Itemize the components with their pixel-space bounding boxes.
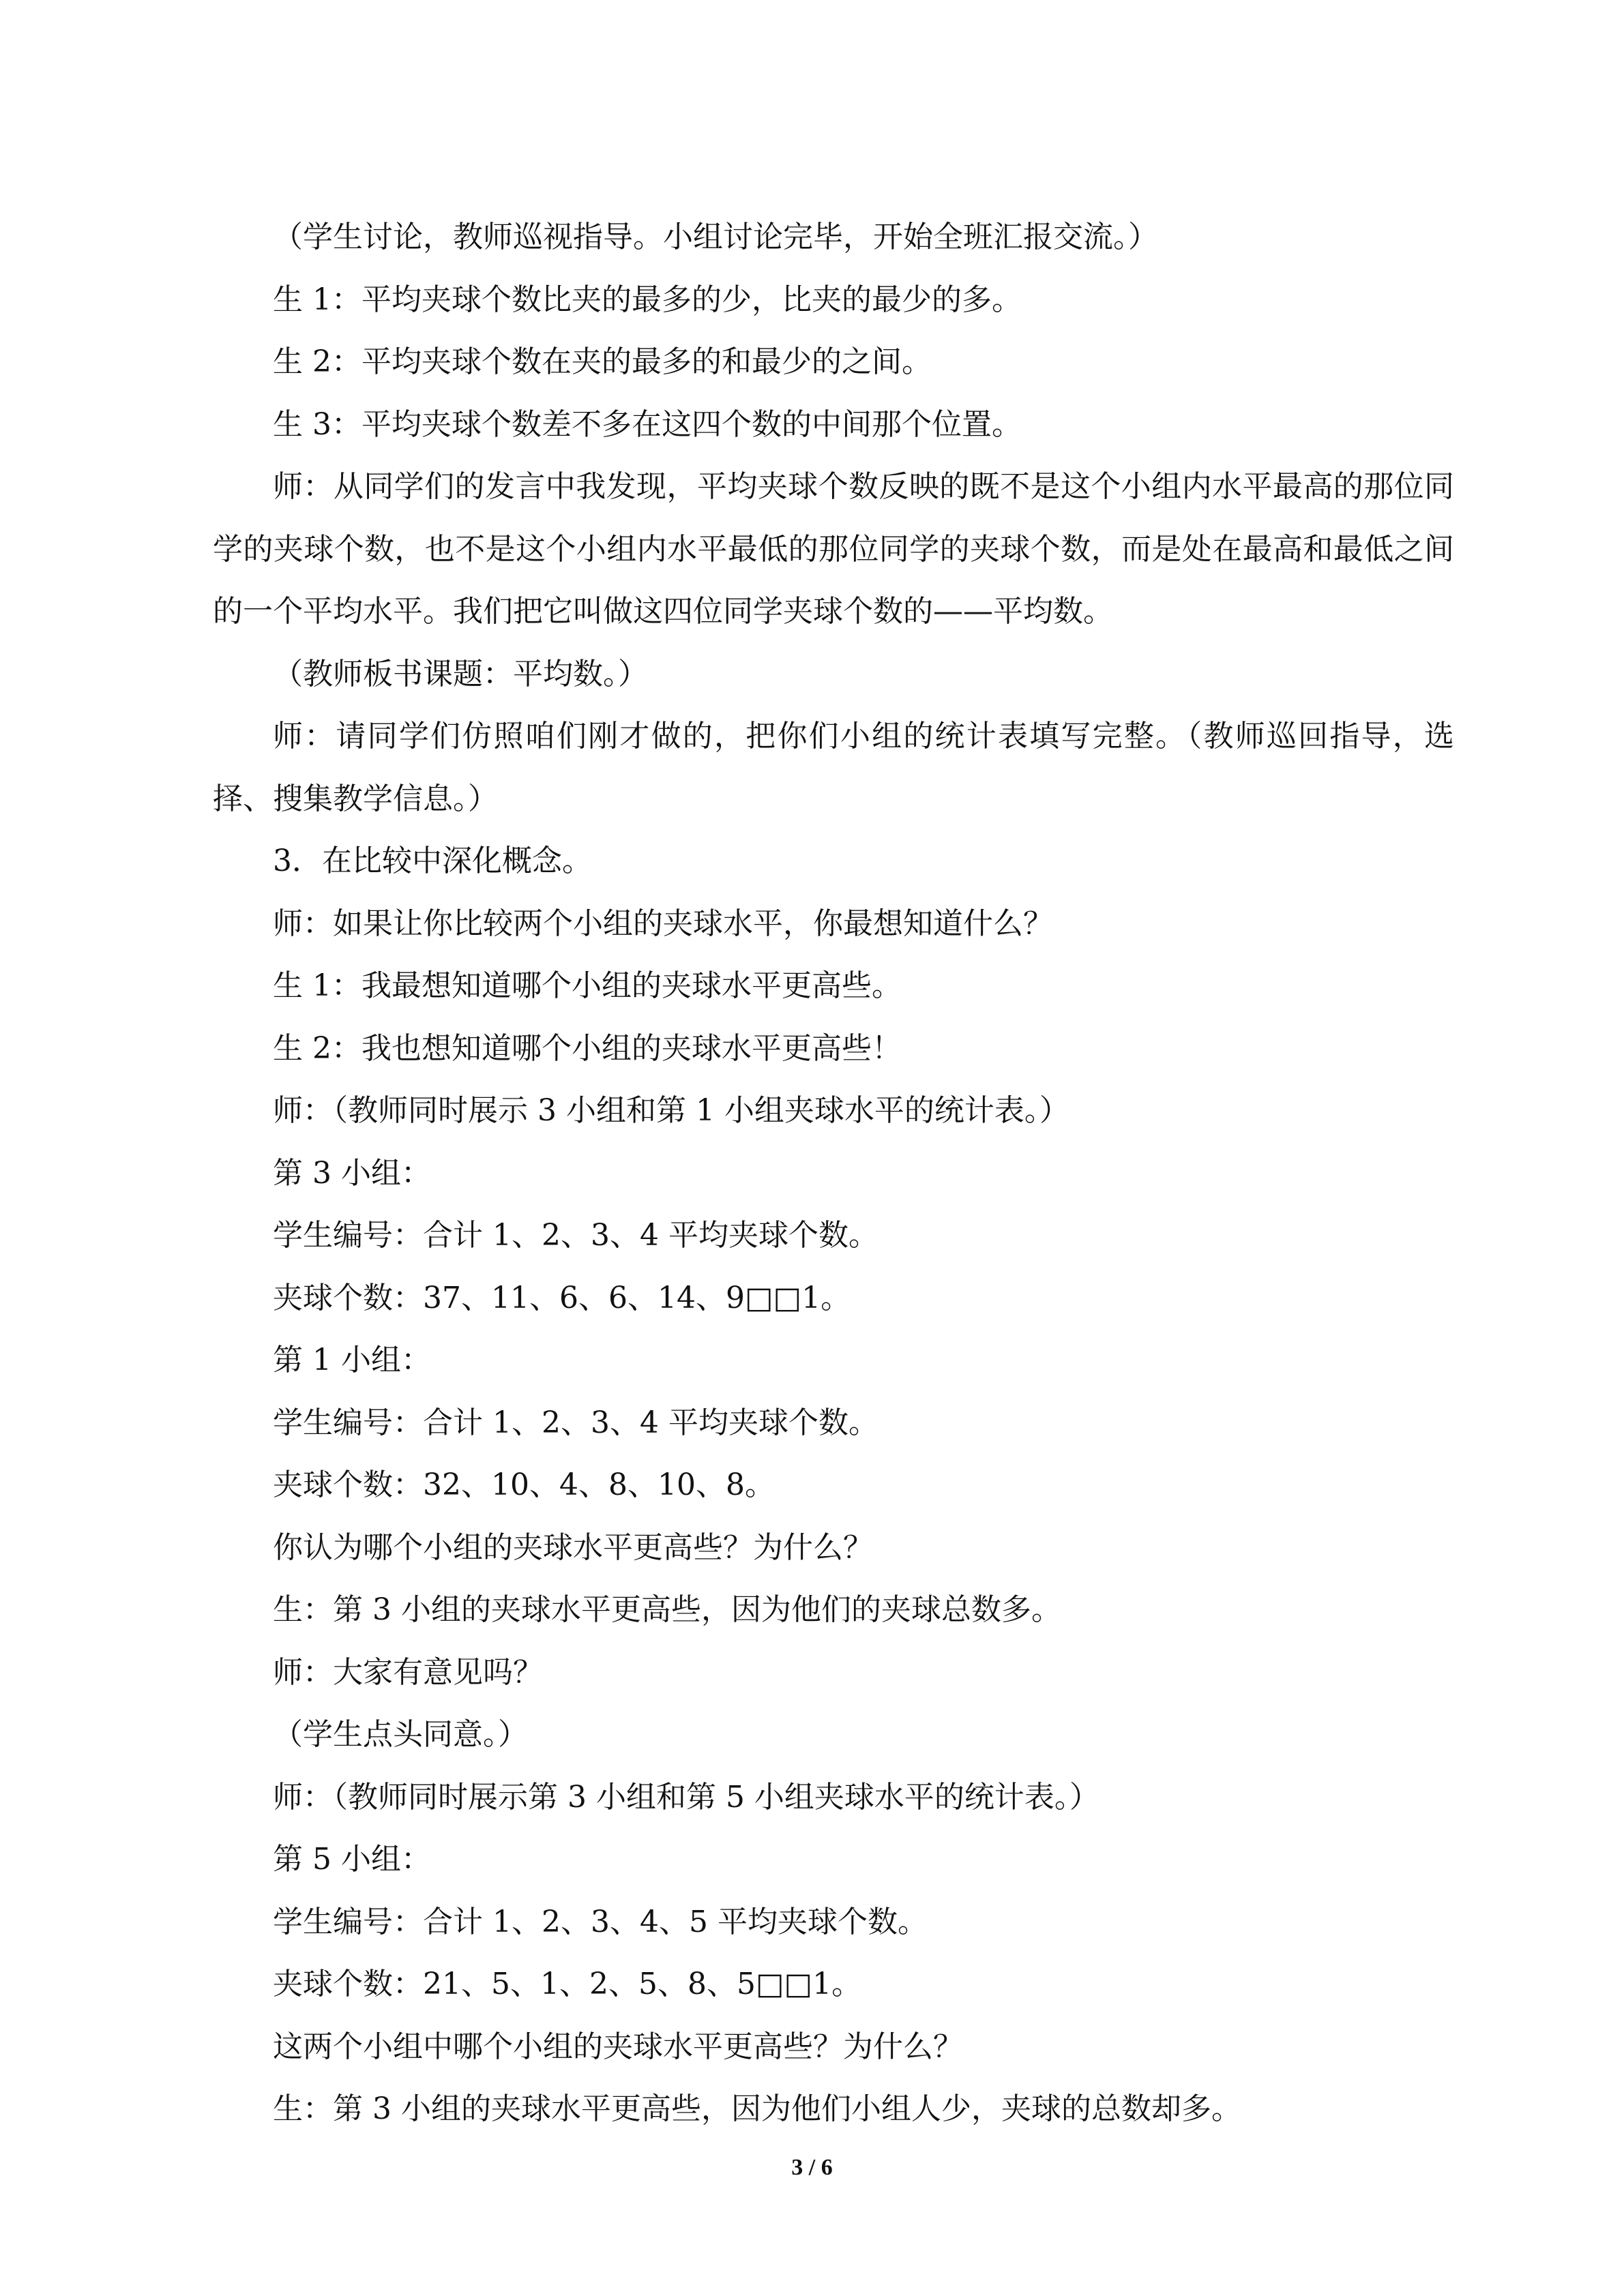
paragraph-student-compare-answer: 生：第 3 小组的夹球水平更高些，因为他们的夹球总数多。	[273, 1592, 1061, 1627]
paragraph-group-1-heading: 第 1 小组：	[273, 1343, 431, 1377]
document-body	[213, 206, 1454, 2141]
paragraph-group-3-counts: 夹球个数：37、11、6、6、14、9□□1。	[273, 1280, 851, 1315]
paragraph-student-2: 生 2：平均夹球个数在夹的最多的和最少的之间。	[273, 344, 932, 379]
paragraph-teacher-show-group-5: 师：（教师同时展示第 3 小组和第 5 小组夹球水平的统计表。）	[273, 1779, 1099, 1815]
paragraph-group-1-ids: 学生编号：合计 1、2、3、4 平均夹球个数。	[273, 1405, 879, 1440]
paragraph-student-final-answer: 生：第 3 小组的夹球水平更高些，因为他们小组人少，夹球的总数却多。	[273, 2091, 1241, 2126]
paragraph-board-title: （教师板书课题：平均数。）	[273, 656, 648, 691]
paragraph-group-3-heading: 第 3 小组：	[273, 1155, 431, 1191]
paragraph-compare-question: 你认为哪个小组的夹球水平更高些？为什么？	[273, 1530, 873, 1565]
page-number: 3 / 6	[791, 2155, 833, 2180]
paragraph-teacher-show-tables: 师：（教师同时展示 3 小组和第 1 小组夹球水平的统计表。）	[273, 1093, 1069, 1128]
paragraph-group-5-counts: 夹球个数：21、5、1、2、5、8、5□□1。	[273, 1967, 862, 2001]
paragraph-students-agree: （学生点头同意。）	[273, 1717, 528, 1752]
paragraph-compare-question-2: 这两个小组中哪个小组的夹球水平更高些？为什么？	[273, 2029, 963, 2064]
paragraph-teacher-question: 师：如果让你比较两个小组的夹球水平，你最想知道什么？	[273, 906, 1053, 941]
paragraph-group-5-heading: 第 5 小组：	[273, 1842, 431, 1877]
paragraph-discussion-note: （学生讨论，教师巡视指导。小组讨论完毕，开始全班汇报交流。）	[273, 220, 1158, 254]
paragraph-student-1: 生 1：平均夹球个数比夹的最多的少，比夹的最少的多。	[273, 282, 1022, 317]
paragraph-student-1-answer: 生 1：我最想知道哪个小组的夹球水平更高些。	[273, 968, 902, 1003]
paragraph-student-2-answer: 生 2：我也想知道哪个小组的夹球水平更高些！	[273, 1030, 902, 1066]
paragraph-group-5-ids: 学生编号：合计 1、2、3、4、5 平均夹球个数。	[273, 1904, 928, 1939]
paragraph-student-3: 生 3：平均夹球个数差不多在这四个数的中间那个位置。	[273, 406, 1022, 442]
paragraph-teacher-summary: 师：从同学们的发言中我发现，平均夹球个数反映的既不是这个小组内水平最高的那位同学的夹球个数，也不是这个小组内水平最低的那位同学的夹球个数，而是处在最高和最低之间的一个平均水平。我们把它叫做这四位同学夹球个数的——平均数。	[213, 469, 1454, 629]
paragraph-teacher-instruction: 师：请同学们仿照咱们刚才做的，把你们小组的统计表填写完整。（教师巡回指导，选择、搜集教学信息。）	[213, 719, 1454, 816]
paragraph-group-1-counts: 夹球个数：32、10、4、8、10、8。	[273, 1467, 775, 1502]
paragraph-group-3-ids: 学生编号：合计 1、2、3、4 平均夹球个数。	[273, 1218, 879, 1253]
paragraph-section-3: 3．在比较中深化概念。	[273, 844, 592, 878]
paragraph-teacher-opinion: 师：大家有意见吗？	[273, 1654, 543, 1690]
